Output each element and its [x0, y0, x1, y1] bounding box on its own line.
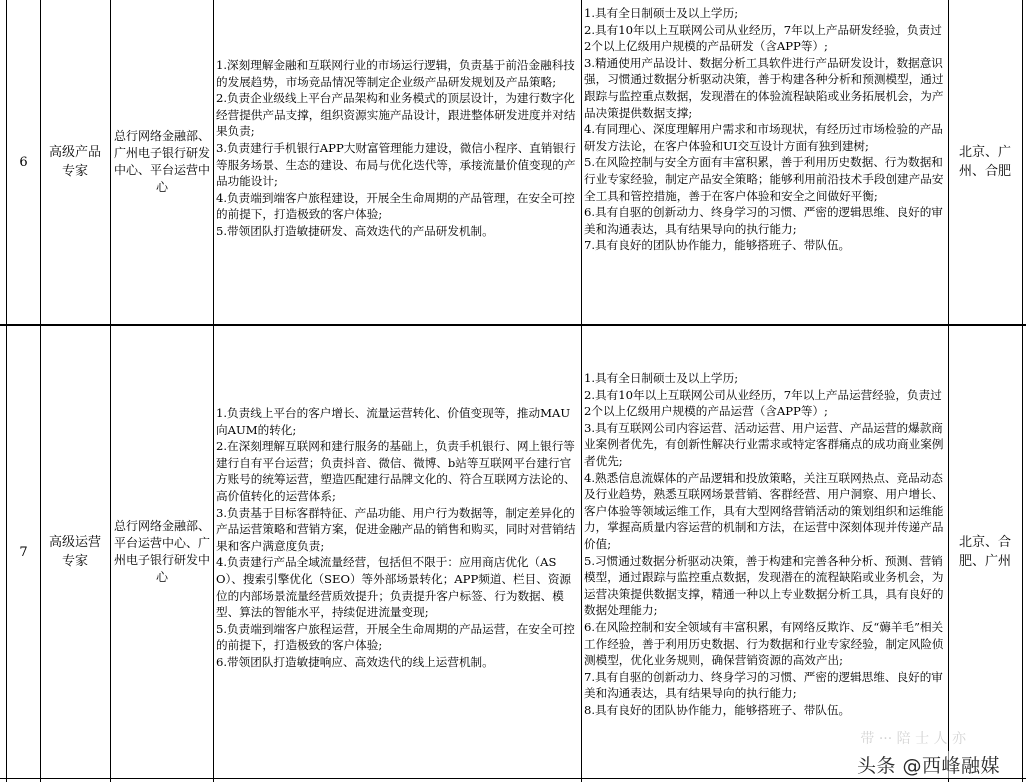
duty-item: 5.负责端到端客户旅程运营，开展全生命周期的产品运营，在安全可控的前提下，打造极致的客户体验;	[216, 621, 575, 653]
requirement-item: 6.具有自驱的创新动力、终身学习的习惯、严密的逻辑思维、良好的审美和沟通表达，具有结果导向的执行能力;	[584, 205, 943, 236]
requirement-item: 8.具有良好的团队协作能力，能够搭班子、带队伍。	[584, 702, 851, 717]
duty-item: 3.负责建行手机银行APP大财富管理能力建设，微信小程序、直销银行等服务场景、生态的建设、布局与优化迭代等，承接流量价值变现的产品功能设计;	[216, 140, 576, 189]
location: 北京、合肥、广州	[958, 535, 1011, 569]
duty-item: 1.负责线上平台的客户增长、流量运营转化、价值变现等，推动MAU向AUM的转化;	[216, 406, 571, 437]
col-border	[110, 0, 111, 782]
duty-item: 6.带领团队打造敏捷响应、高效迭代的线上运营机制。	[216, 654, 494, 669]
duty-item: 5.带领团队打造敏捷研发、高效迭代的产品研发机制。	[216, 223, 494, 238]
requirement-item: 5.习惯通过数据分析驱动决策，善于构建和完善各种分析、预测、营销模型，通过跟踪与监控重点数据，发现潜在的流程缺陷或业务机会，为运营决策提供数据支撑，精通一种以上专业数据分析工具，具有良好的数据处理能力;	[584, 553, 944, 618]
location: 北京、广州、合肥	[958, 145, 1011, 179]
requirements-list	[584, 5, 946, 254]
col-border	[40, 0, 41, 782]
duties-list	[216, 405, 578, 671]
col-border	[1022, 0, 1023, 782]
duty-item: 1.深刻理解金融和互联网行业的市场运行逻辑，负责基于前沿金融科技的发展趋势，市场竞品情况等制定企业级产品研发规划及产品策略;	[216, 58, 575, 89]
requirement-item: 6.在风险控制和安全领域有丰富积累，有网络反欺诈、反“薅羊毛”相关工作经验，善于利用历史数据、行为数据和行业专家经验，制定风险侦测模型，优化业务规则，确保营销资源的高效产出;	[584, 619, 944, 668]
requirement-item: 3.具有互联网公司内容运营、活动运营、用户运营、产品运营的爆款商业案例者优先，有创新性解决行业需求或特定客群痛点的成功商业案例者优先;	[584, 420, 944, 468]
col-border	[948, 0, 949, 782]
requirement-item: 1.具有全日制硕士及以上学历;	[584, 6, 739, 20]
duty-item: 4.负责建行产品全域流量经营，包括但不限于：应用商店优化（ASO）、搜索引擎优化（SEO）等外部场景转化；APP频道、栏目、资源位的内部场景流量经营质效提升；负责提升客户标签、行为数据、模型、算法的智能水平，持续促进流量变现;	[216, 555, 572, 620]
duty-item: 3.负责基于目标客群特征、产品功能、用户行为数据等，制定差异化的产品运营策略和营销方案，促进金融产品的销售和购买，同时对营销结果和客户满意度负责;	[216, 505, 576, 553]
duty-item: 4.负责端到端客户旅程建设，开展全生命周期的产品管理，在安全可控的前提下，打造极致的客户体验;	[216, 190, 575, 222]
row-border	[0, 778, 1026, 779]
requirement-item: 7.具有良好的团队协作能力，能够搭班子、带队伍。	[584, 238, 851, 253]
requirement-item: 4.有同理心、深度理解用户需求和市场现状，有经历过市场检验的产品研发方法论，在客户体验和UI交互设计方面有独到建树;	[584, 122, 943, 153]
duty-item: 2.在深刻理解互联网和建行服务的基础上，负责手机银行、网上银行等建行自有平台运营；负责抖音、微信、微博、b站等互联网平台建行官方账号的统筹运营，塑造匹配建行品牌文化的、符合互联网方法论的、高价值转化的运营体系;	[216, 439, 576, 503]
requirement-item: 5.在风险控制与安全方面有丰富积累，善于利用历史数据、行为数据和行业专家经验，制定产品安全策略；能够利用前沿技术手段创建产品安全工具和管控措施，善于在客户体验和安全之间做好平衡;	[584, 155, 944, 203]
requirement-item: 2.具有10年以上互联网公司从业经历，7年以上产品研发经验，负责过2个以上亿级用户规模的产品研发（含APP等）;	[584, 22, 942, 54]
requirement-item: 7.具有自驱的创新动力、终身学习的习惯、严密的逻辑思维、良好的审美和沟通表达，具有结果导向的执行能力;	[584, 669, 943, 701]
faded-overlay-text: 带 ··· 陪 士 人 亦	[860, 731, 966, 747]
requirement-item: 2.具有10年以上互联网公司从业经历，7年以上产品运营经验，负责过2个以上亿级用户规模的产品运营（含APP等）;	[584, 387, 942, 419]
watermark: 头条 @西峰融媒	[853, 751, 1004, 778]
department: 总行网络金融部、平台运营中心、广州电子银行研发中心	[114, 519, 211, 584]
department: 总行网络金融部、广州电子银行研发中心、平台运营中心	[114, 129, 211, 194]
job-title: 高级产品专家	[48, 145, 101, 179]
row-index: 7	[19, 544, 28, 560]
requirement-item: 1.具有全日制硕士及以上学历;	[584, 371, 739, 385]
requirements-list	[584, 370, 946, 718]
duties-list	[216, 57, 578, 240]
col-border	[581, 0, 582, 782]
requirement-item: 4.熟悉信息流媒体的产品逻辑和投放策略，关注互联网热点、竞品动态及行业趋势，熟悉互联网场景营销、客群经营、用户洞察、用户增长、客户体验等领域运维工作，具有大型网络营销活动的策划组织和运维能力，掌握高质量内容运营的机制和方法，在运营中深刻体现并传递产品价值;	[584, 470, 944, 551]
duty-item: 2.负责企业级线上平台产品架构和业务模式的顶层设计，为建行数字化经营提供产品支撑，组织资源实施产品设计，跟进整体研发进度并对结果负责;	[216, 91, 576, 139]
job-title: 高级运营专家	[48, 535, 101, 569]
col-border	[213, 0, 214, 782]
row-index: 6	[19, 154, 28, 170]
requirement-item: 3.精通使用产品设计、数据分析工具软件进行产品研发设计，数据意识强，习惯通过数据分析驱动决策，善于构建各种分析和预测模型，通过跟踪与监控重点数据，发现潜在的体验流程缺陷或业务拓展机会，为产品决策提供数据支撑;	[584, 55, 944, 120]
